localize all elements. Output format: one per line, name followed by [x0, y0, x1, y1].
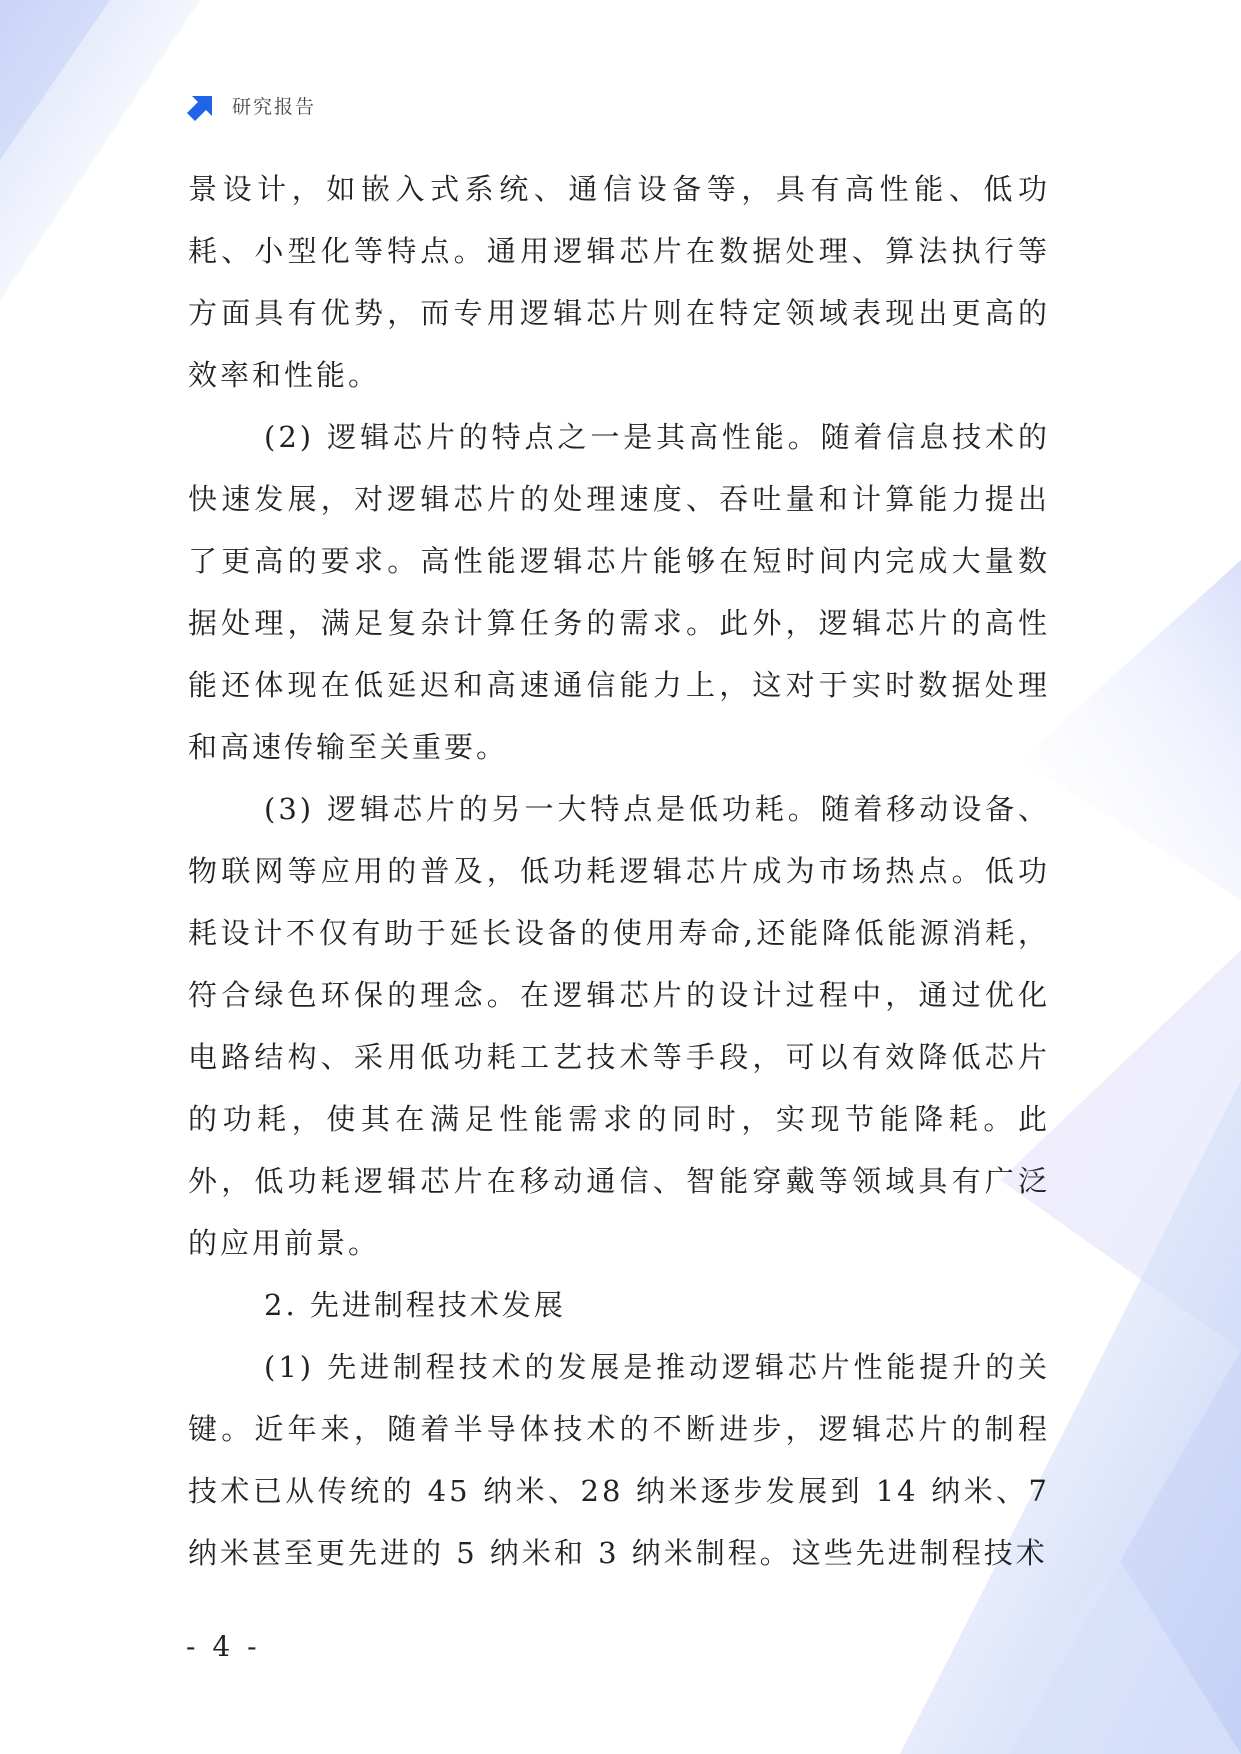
arrow-up-right-icon — [186, 88, 220, 122]
header-title: 研究报告 — [232, 95, 317, 118]
section-heading: 2. 先进制程技术发展 — [264, 1288, 566, 1322]
paragraph-item-2: (2) 逻辑芯片的特点之一是其高性能。随着信息技术的快速发展，对逻辑芯片的处理速度、吞吐量和计算能力提出了更高的要求。高性能逻辑芯片能够在短时间内完成大量数据处理，满足复杂计算任务的需求。此外，逻辑芯片的高性能还体现在低延迟和高速通信能力上，这对于实时数据处理和高速传输至关重要。 — [188, 420, 1050, 764]
report-header — [186, 88, 316, 122]
page-number: - 4 - — [186, 1630, 261, 1663]
document-body — [188, 158, 1050, 1584]
paragraph-continuation: 景设计，如嵌入式系统、通信设备等，具有高性能、低功耗、小型化等特点。通用逻辑芯片在数据处理、算法执行等方面具有优势，而专用逻辑芯片则在特定领域表现出更高的效率和性能。 — [188, 172, 1050, 392]
paragraph-section2-item-1: (1) 先进制程技术的发展是推动逻辑芯片性能提升的关键。近年来，随着半导体技术的不断进步，逻辑芯片的制程技术已从传统的 45 纳米、28 纳米逐步发展到 14 纳米、7 纳米甚至更先进的 5 纳米和 3 纳米制程。这些先进制程技术 — [188, 1350, 1050, 1570]
paragraph-item-3: (3) 逻辑芯片的另一大特点是低功耗。随着移动设备、物联网等应用的普及，低功耗逻辑芯片成为市场热点。低功耗设计不仅有助于延长设备的使用寿命,还能降低能源消耗，符合绿色环保的理念。在逻辑芯片的设计过程中，通过优化电路结构、采用低功耗工艺技术等手段，可以有效降低芯片的功耗，使其在满足性能需求的同时，实现节能降耗。此外，低功耗逻辑芯片在移动通信、智能穿戴等领域具有广泛的应用前景。 — [188, 792, 1050, 1260]
